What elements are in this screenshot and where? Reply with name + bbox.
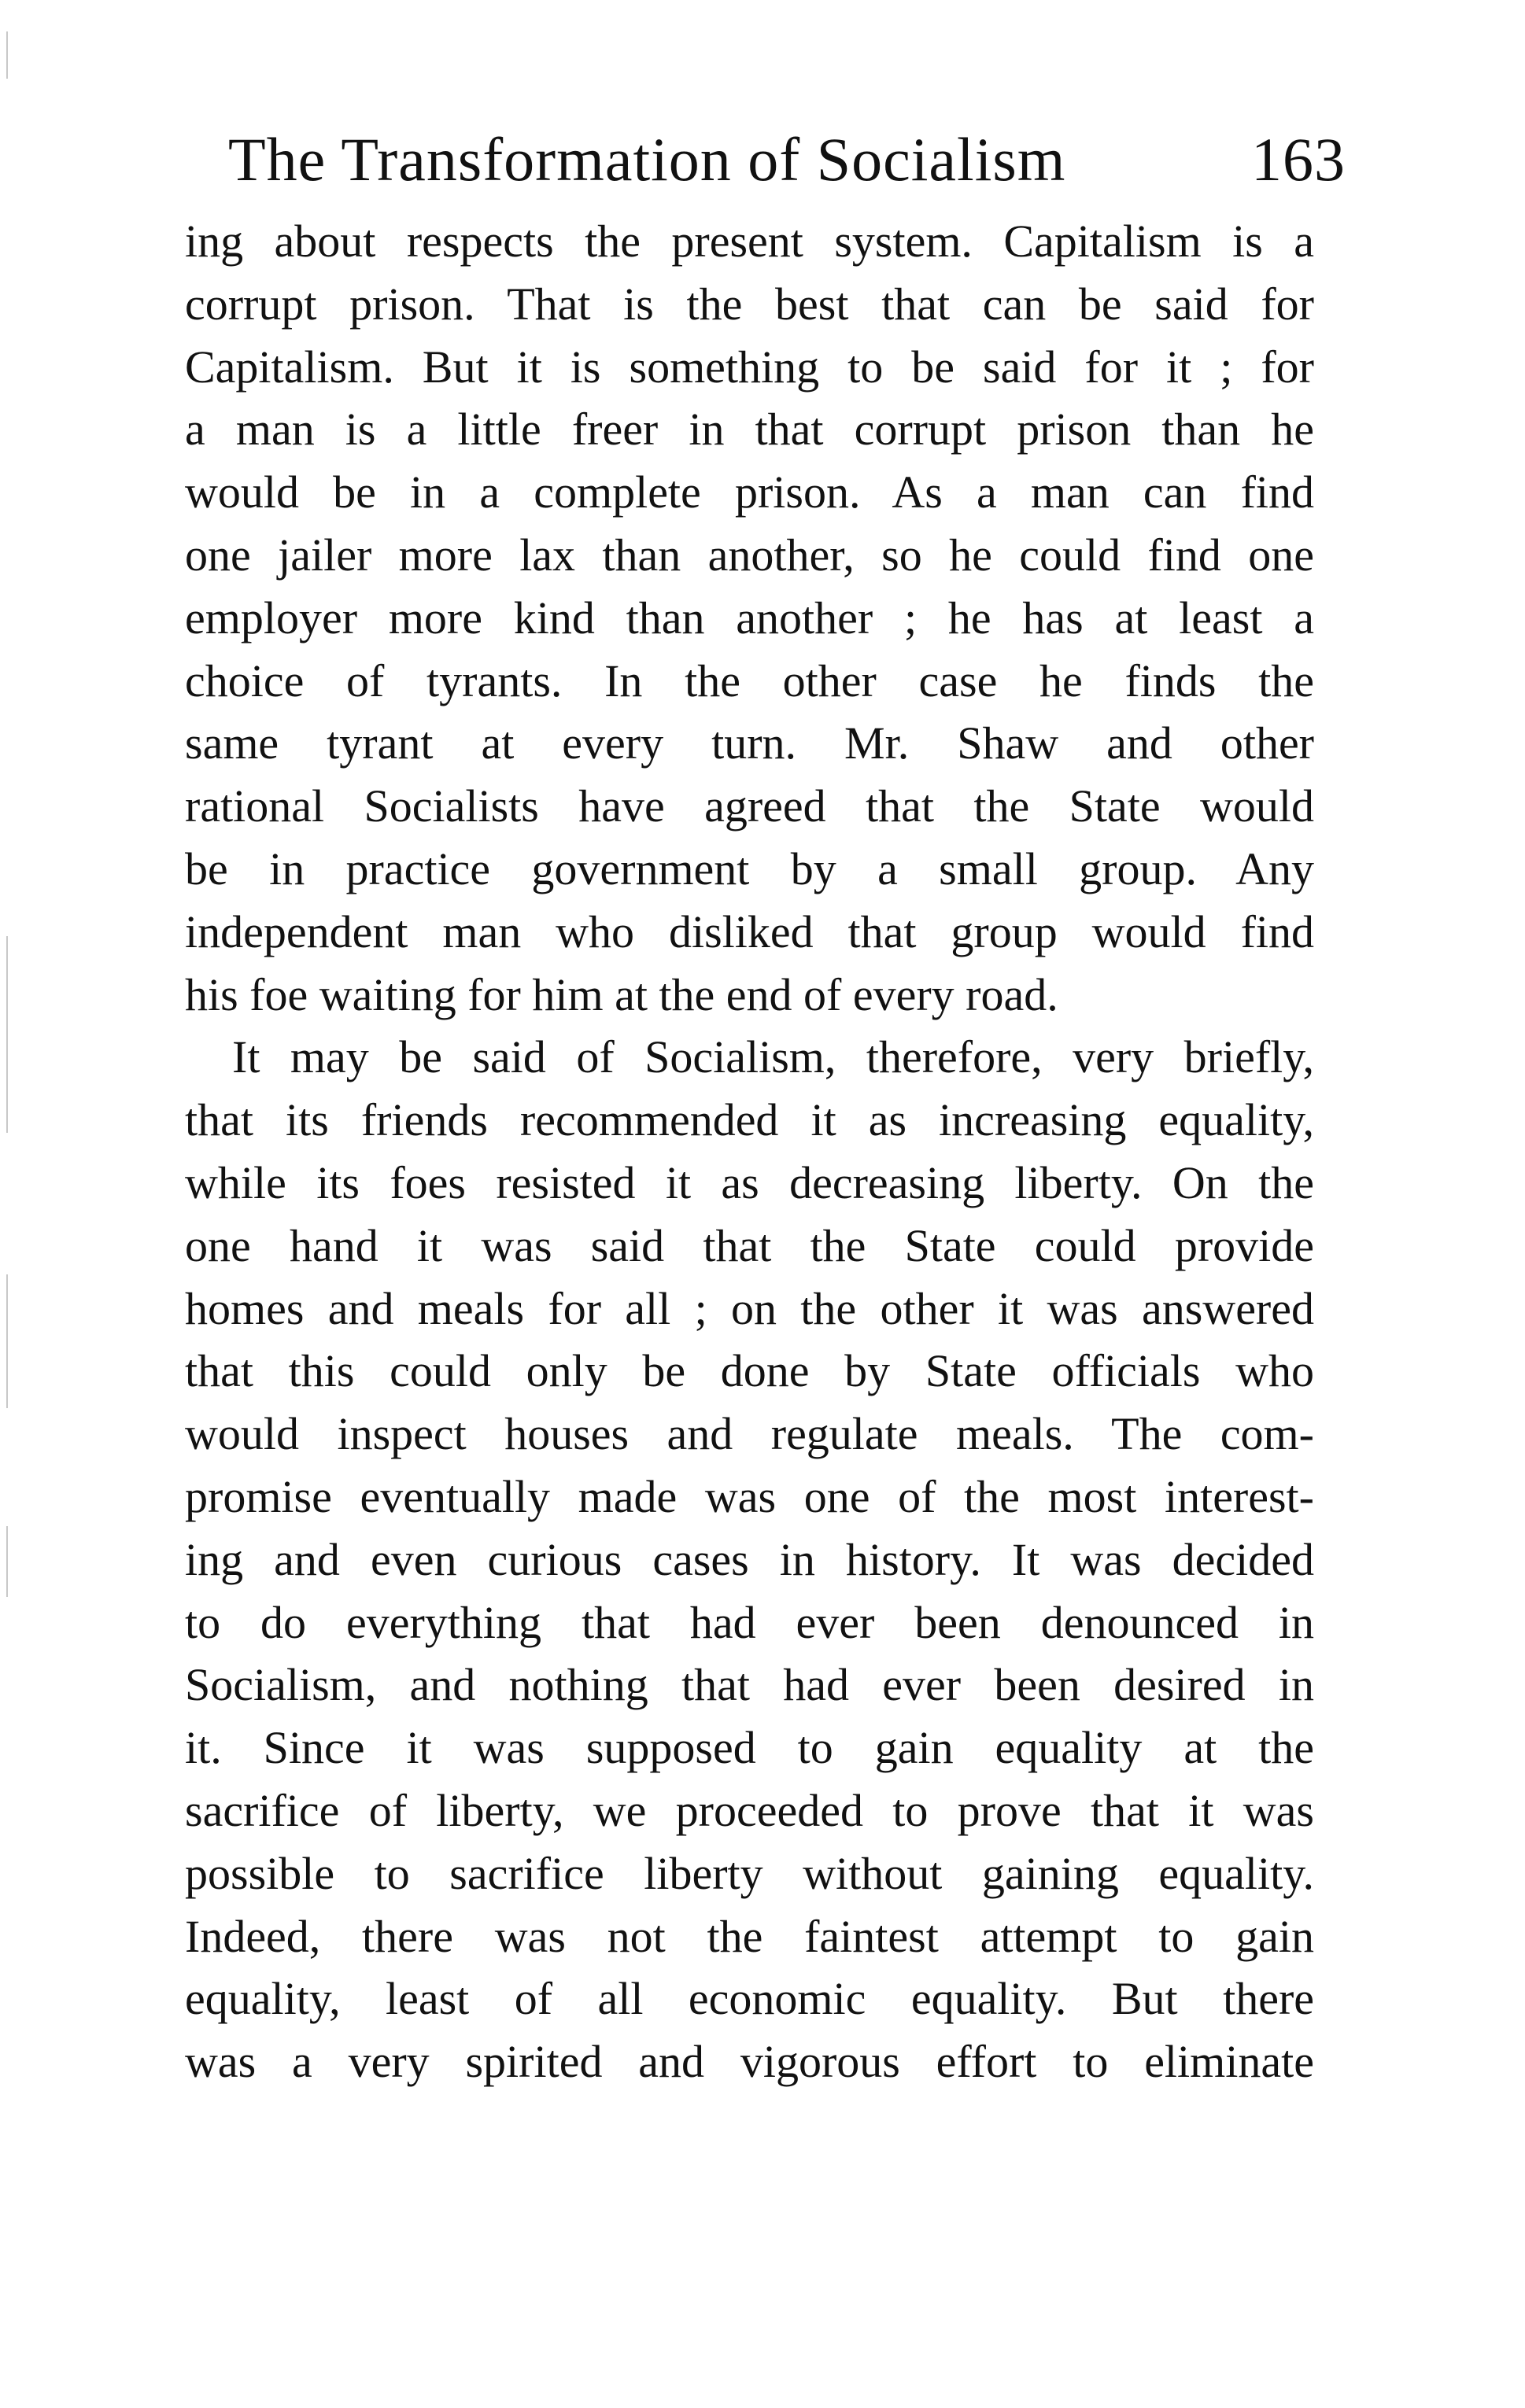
text-line: Indeed, there was not the faintest attempt to gain (185, 1910, 1314, 1962)
running-head (228, 116, 1346, 203)
text-line: one jailer more lax than another, so he could find one (185, 529, 1314, 581)
text-line: it. Since it was supposed to gain equality at the (185, 1722, 1314, 1774)
text-line: a man is a little freer in that corrupt prison than he (185, 404, 1314, 455)
scan-mark (6, 1274, 8, 1408)
scan-mark (6, 936, 8, 1133)
text-line: be in practice government by a small group. Any (185, 843, 1314, 894)
text-line: while its foes resisted it as decreasing liberty. On the (185, 1156, 1314, 1208)
text-line: choice of tyrants. In the other case he finds the (185, 655, 1314, 706)
text-line: ing and even curious cases in history. It was decided (185, 1533, 1314, 1585)
text-line: that its friends recommended it as increasing equality, (185, 1094, 1314, 1146)
page-edge-scan-marks (0, 0, 24, 2408)
text-line: corrupt prison. That is the best that can be said for (185, 278, 1314, 330)
text-line-paragraph-start: It may be said of Socialism, therefore, very briefly, (232, 1031, 1314, 1083)
text-line: to do everything that had ever been denounced in (185, 1596, 1314, 1648)
text-line: that this could only be done by State officials who (185, 1345, 1314, 1397)
text-line: rational Socialists have agreed that the State would (185, 780, 1314, 832)
text-line-paragraph-end: his foe waiting for him at the end of every road. (185, 968, 1058, 1020)
running-head-title: The Transformation of Socialism (228, 125, 1066, 194)
text-line: would be in a complete prison. As a man can find (185, 466, 1314, 518)
text-line: same tyrant at every turn. Mr. Shaw and other (185, 717, 1314, 769)
text-line: was a very spirited and vigorous effort to eliminate (185, 2036, 1314, 2088)
text-line: independent man who disliked that group would find (185, 905, 1314, 957)
page-number: 163 (1251, 125, 1346, 194)
scan-mark (6, 31, 8, 79)
body-text (185, 210, 1314, 2093)
text-line: Capitalism. But it is something to be said for it ; for (185, 341, 1314, 393)
text-line: ing about respects the present system. Capitalism is a (185, 216, 1314, 267)
text-line: employer more kind than another ; he has at least a (185, 592, 1314, 643)
text-line: Socialism, and nothing that had ever been desired in (185, 1659, 1314, 1711)
text-line: one hand it was said that the State could provide (185, 1219, 1314, 1271)
text-line: sacrifice of liberty, we proceeded to prove that it was (185, 1784, 1314, 1836)
text-line: homes and meals for all ; on the other it was answered (185, 1282, 1314, 1334)
text-line: equality, least of all economic equality. But there (185, 1973, 1314, 2025)
scan-mark (6, 1526, 8, 1597)
text-line: would inspect houses and regulate meals. The com- (185, 1408, 1314, 1460)
text-line: promise eventually made was one of the most interest- (185, 1470, 1314, 1522)
text-line: possible to sacrifice liberty without gaining equality. (185, 1847, 1314, 1899)
